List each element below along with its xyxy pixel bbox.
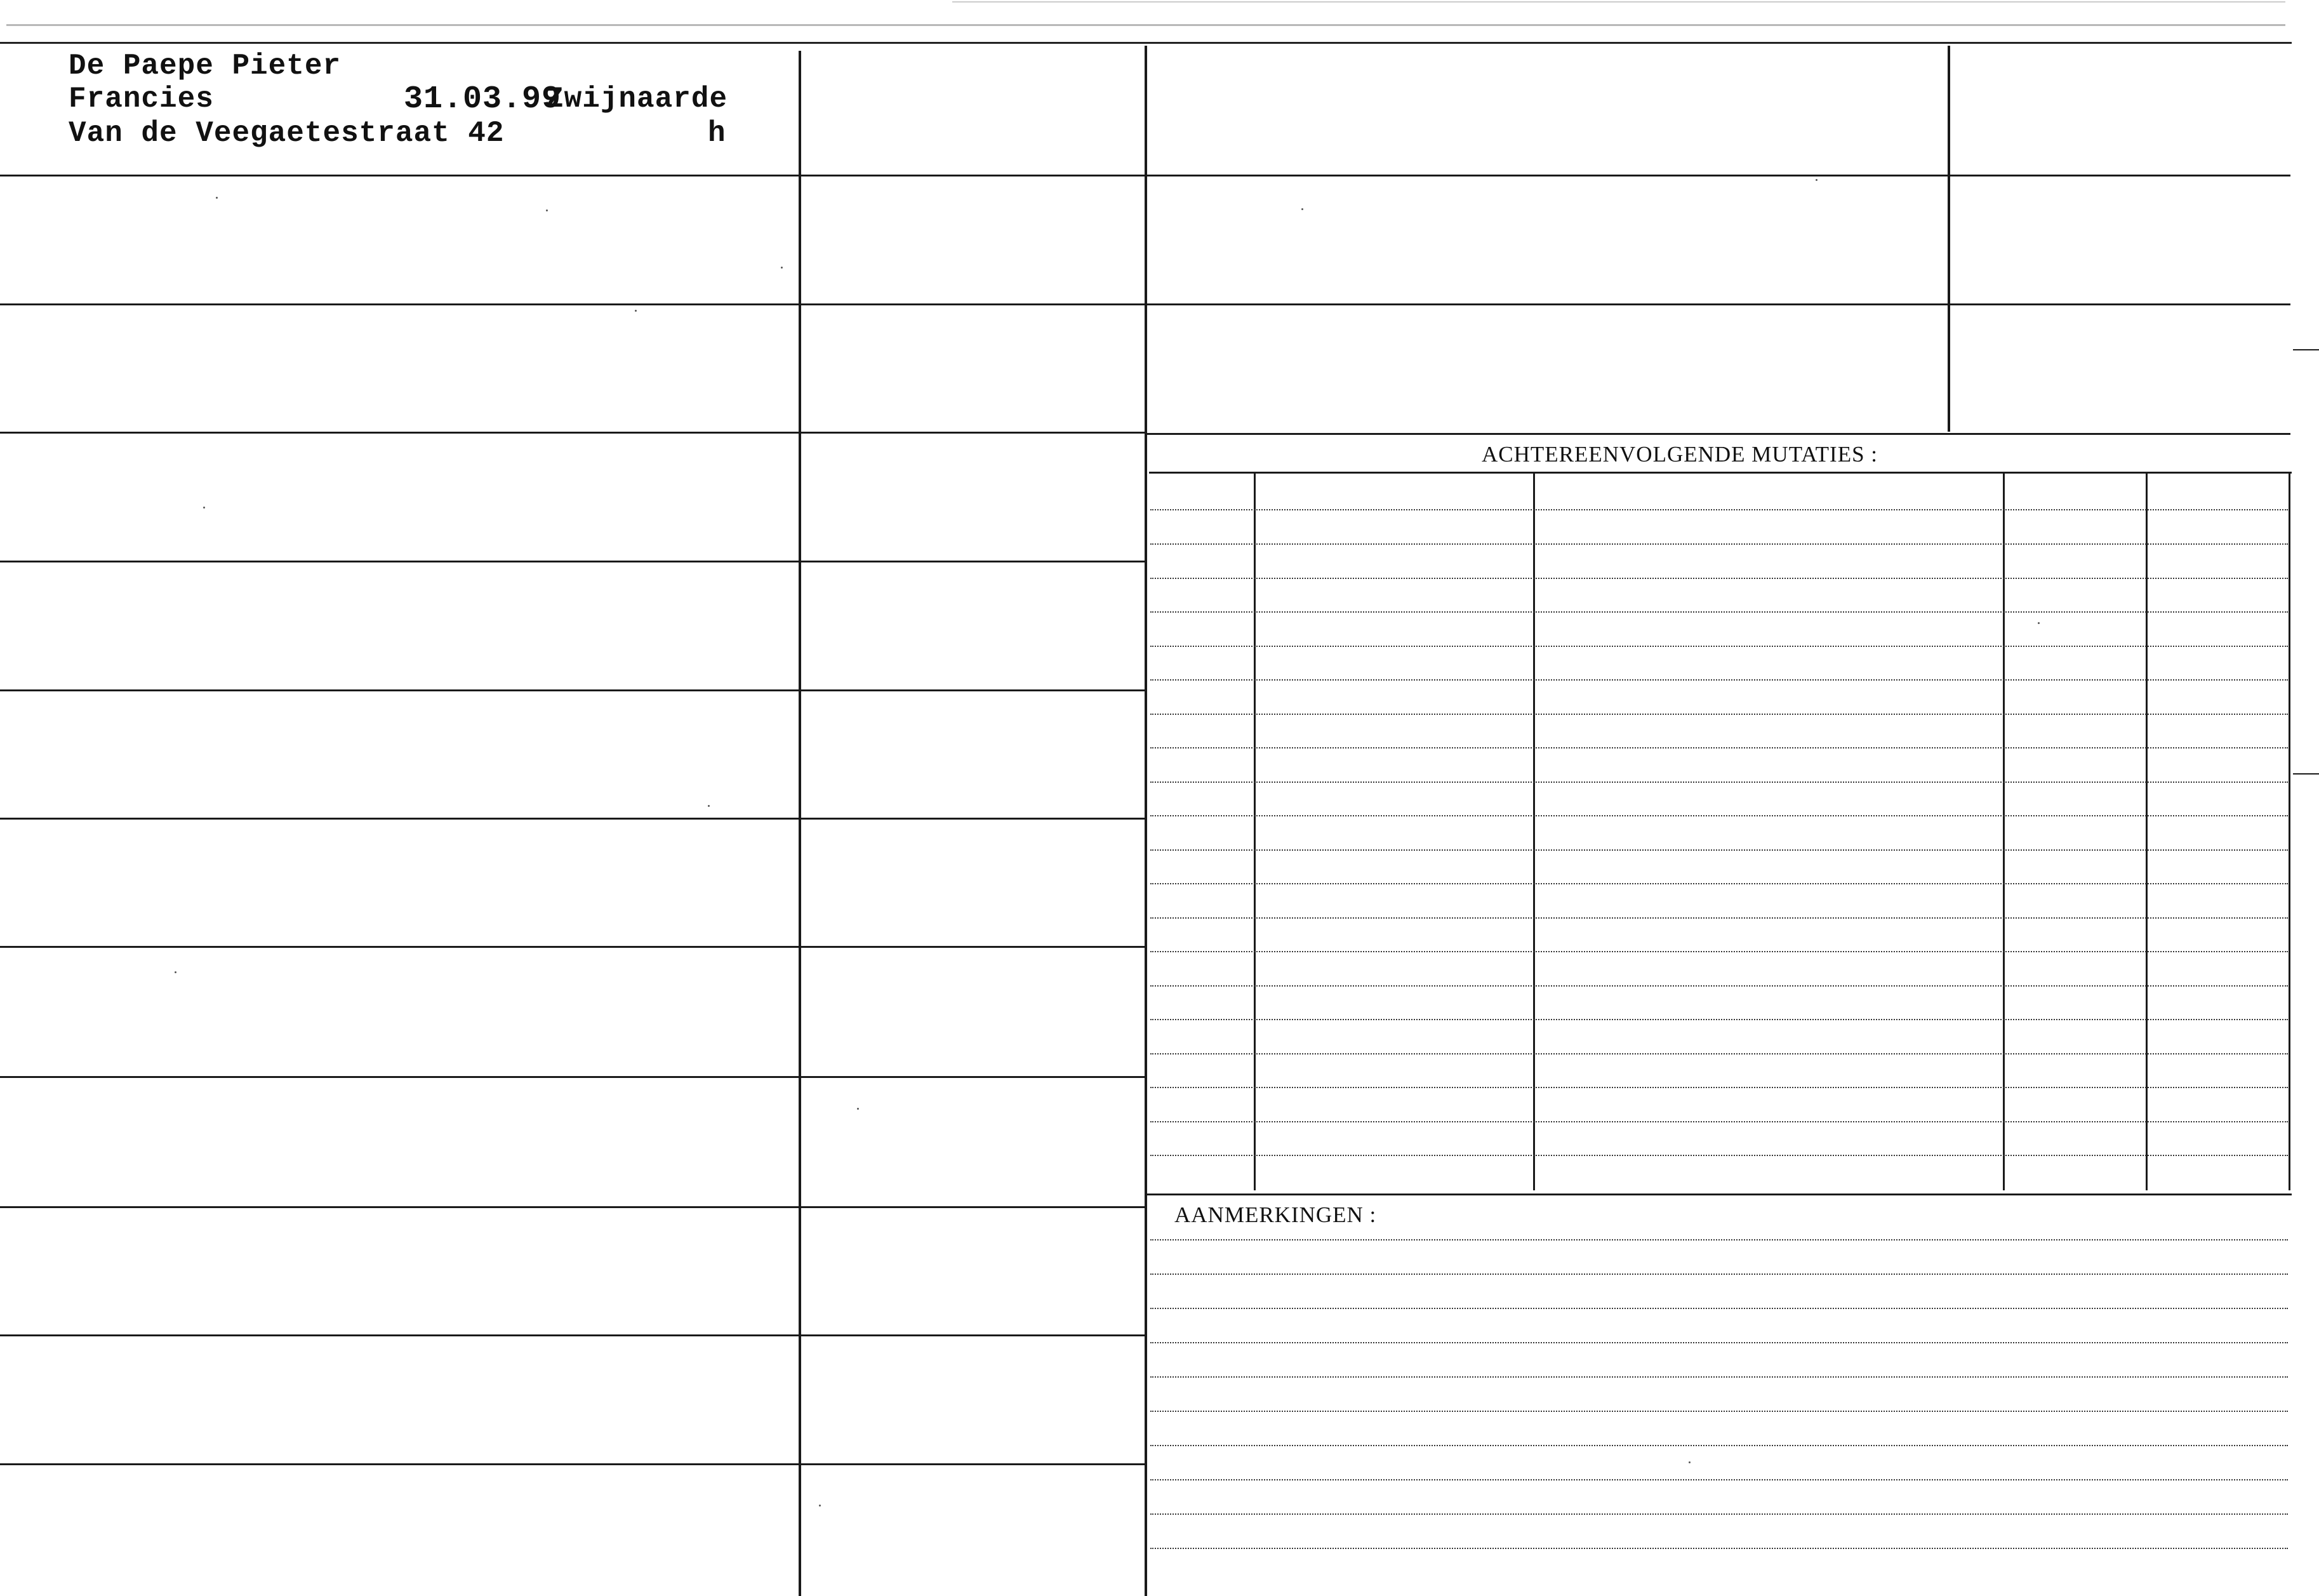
mutation-row xyxy=(1150,679,2288,681)
birth-date: 31.03.99 xyxy=(404,81,562,117)
mutation-row xyxy=(1150,578,2288,579)
left-row-line-5 xyxy=(0,689,1146,691)
remarks-line xyxy=(1150,1342,2288,1343)
mutation-row xyxy=(1150,611,2288,613)
remarks-line xyxy=(1150,1411,2288,1412)
scan-speck xyxy=(2038,622,2040,624)
mutation-row xyxy=(1150,1155,2288,1156)
scan-speck xyxy=(781,267,783,269)
scan-speck xyxy=(546,209,548,211)
birth-place: Zwijnaarde xyxy=(546,83,728,116)
remarks-line xyxy=(1150,1308,2288,1309)
mutation-row xyxy=(1150,1121,2288,1122)
mutation-row xyxy=(1150,1087,2288,1088)
remarks-line xyxy=(1150,1273,2288,1275)
left-row-line-9 xyxy=(0,1206,1146,1208)
remarks-line xyxy=(1150,1479,2288,1480)
remarks-line xyxy=(1150,1376,2288,1378)
scan-speck xyxy=(708,805,710,807)
mutation-row xyxy=(1150,543,2288,545)
right-top-divider xyxy=(1948,46,1950,432)
mutation-row xyxy=(1150,646,2288,647)
left-column-divider xyxy=(799,51,801,1596)
remarks-line xyxy=(1150,1548,2288,1549)
scan-speck xyxy=(819,1505,821,1506)
mutation-row xyxy=(1150,951,2288,952)
scan-speck xyxy=(1301,208,1303,210)
scan-speck xyxy=(175,971,176,973)
mutations-col-5 xyxy=(2289,473,2290,1190)
left-row-line-11 xyxy=(0,1463,1146,1465)
mutation-row xyxy=(1150,815,2288,816)
right-top-line-2 xyxy=(1146,303,2290,305)
mutations-bottom-line xyxy=(1146,1194,2292,1195)
mutations-title: ACHTEREENVOLGENDE MUTATIES : xyxy=(1482,442,1878,467)
remarks-line xyxy=(1150,1513,2288,1515)
scan-speck xyxy=(216,197,218,199)
mutations-col-1 xyxy=(1254,473,1256,1190)
scan-speck xyxy=(635,310,637,312)
left-row-line-10 xyxy=(0,1334,1146,1336)
right-margin-tick-1 xyxy=(2293,349,2319,350)
mutation-row xyxy=(1150,714,2288,715)
mutation-row xyxy=(1150,781,2288,783)
mutation-row xyxy=(1150,1053,2288,1054)
status-mark: h xyxy=(708,117,726,150)
left-row-line-4 xyxy=(0,561,1146,562)
mutation-row xyxy=(1150,849,2288,851)
mutation-row xyxy=(1150,747,2288,748)
left-row-line-6 xyxy=(0,818,1146,820)
left-row-line-8 xyxy=(0,1076,1146,1078)
right-top-line-3 xyxy=(1146,433,2290,435)
scan-speck xyxy=(1689,1461,1691,1463)
mutations-header-line xyxy=(1149,472,2292,474)
top-edge-scan-2 xyxy=(952,1,2285,3)
mutation-row xyxy=(1150,1019,2288,1020)
given-name-line: Francies xyxy=(69,83,214,116)
left-row-line-2 xyxy=(0,303,1146,305)
name-line: De Paepe Pieter xyxy=(69,50,342,83)
top-border xyxy=(0,42,2292,44)
mutation-row xyxy=(1150,985,2288,987)
address-line: Van de Veegaetestraat 42 xyxy=(69,117,505,150)
left-row-line-1 xyxy=(0,175,1146,176)
scan-speck xyxy=(203,507,205,509)
left-row-line-7 xyxy=(0,946,1146,948)
mutation-row xyxy=(1150,883,2288,884)
center-divider xyxy=(1145,46,1147,1596)
mutations-col-3 xyxy=(2003,473,2005,1190)
mutation-row xyxy=(1150,509,2288,510)
left-row-line-3 xyxy=(0,432,1146,434)
remarks-title: AANMERKINGEN : xyxy=(1174,1202,1377,1227)
remarks-line xyxy=(1150,1239,2288,1240)
scan-speck xyxy=(857,1108,859,1110)
right-top-line-1 xyxy=(1146,175,2290,176)
mutation-row xyxy=(1150,917,2288,919)
top-edge-scan xyxy=(6,24,2285,26)
remarks-line xyxy=(1150,1445,2288,1446)
scan-speck xyxy=(1816,179,1817,181)
mutations-col-4 xyxy=(2146,473,2148,1190)
right-margin-tick-2 xyxy=(2293,773,2319,775)
mutations-col-2 xyxy=(1533,473,1535,1190)
